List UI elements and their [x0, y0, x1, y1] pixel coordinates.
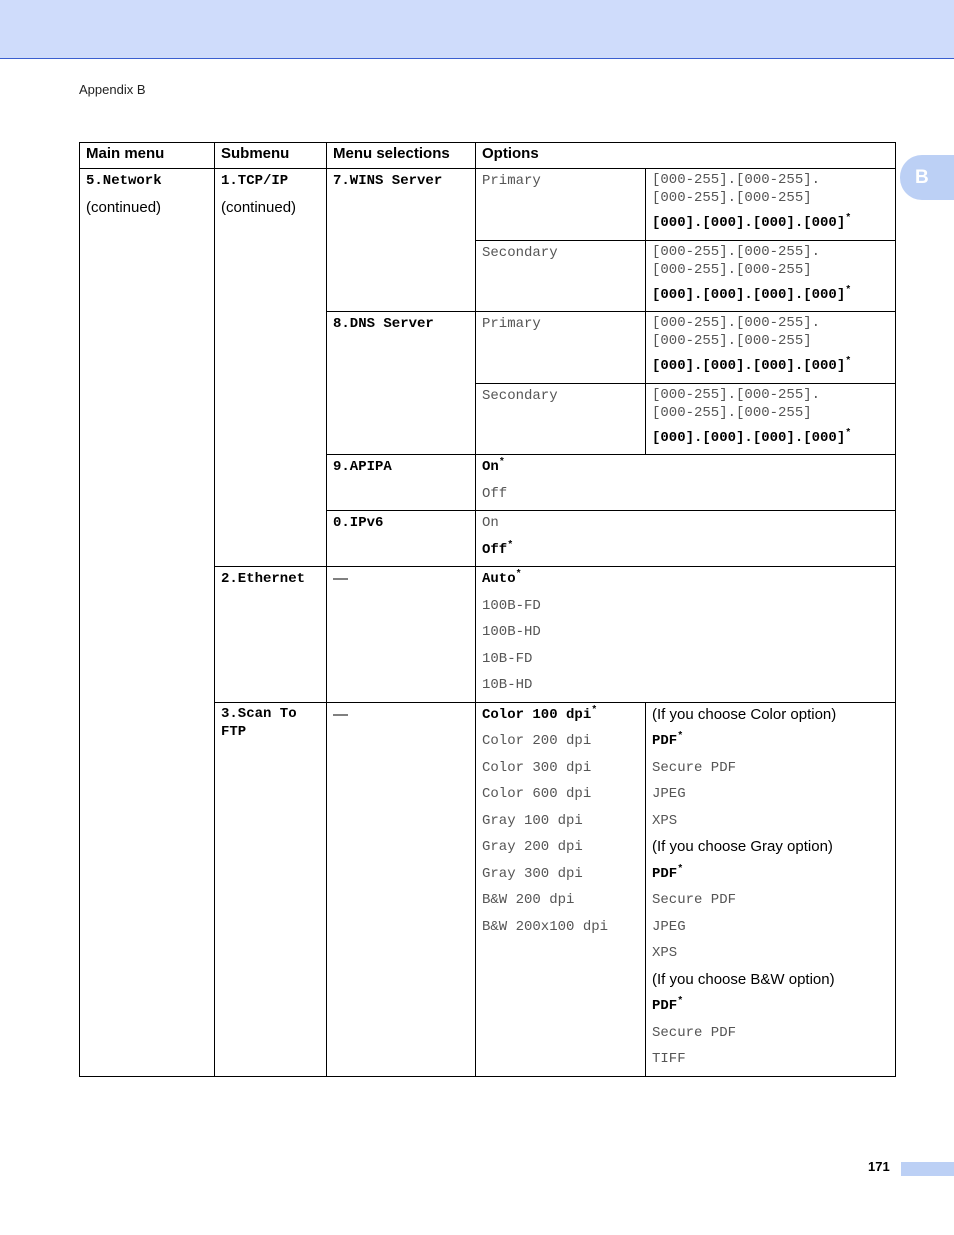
option-cell — [476, 240, 646, 312]
selection-cell — [327, 511, 476, 567]
network-label: 5.Network — [86, 173, 162, 189]
file-type-option: Secure PDF — [652, 1024, 737, 1041]
color-note: (If you choose Color option) — [652, 705, 837, 723]
selection-cell — [327, 702, 476, 1076]
col-options: Options — [476, 143, 896, 169]
option-cell — [476, 511, 896, 567]
ip-default: [000].[000].[000].[000]* — [652, 213, 852, 231]
file-type-option: TIFF — [652, 1051, 686, 1067]
primary-label: Primary — [482, 173, 541, 189]
option-auto-default: Auto* — [482, 569, 522, 587]
resolution-option: Color 600 dpi — [482, 786, 592, 802]
main-menu-cell — [80, 169, 215, 1077]
col-menu-selections: Menu selections — [327, 143, 476, 169]
tcpip-label: 1.TCP/IP — [221, 173, 289, 189]
resolution-option: B&W 200x100 dpi — [482, 918, 609, 935]
col-main-menu: Main menu — [80, 143, 215, 169]
page-number: 171 — [868, 1159, 890, 1174]
pdf-default: PDF* — [652, 863, 684, 882]
ip-range: [000-255].[000-255] — [652, 190, 812, 206]
bw-note: (If you choose B&W option) — [652, 970, 835, 988]
dash: — — [333, 705, 348, 723]
option-off-default: Off* — [482, 539, 514, 558]
option-on: On — [482, 515, 499, 531]
ip-range: [000-255].[000-255] — [652, 333, 812, 349]
option-cell — [476, 383, 646, 455]
selection-cell — [327, 567, 476, 703]
apipa-label: 9.APIPA — [333, 459, 392, 475]
pdf-default: PDF* — [652, 731, 684, 749]
primary-label: Primary — [482, 316, 541, 332]
file-type-option: JPEG — [652, 918, 686, 935]
resolution-option: B&W 200 dpi — [482, 892, 575, 908]
file-type-option: Secure PDF — [652, 759, 737, 776]
option-value-cell — [646, 383, 896, 455]
option-cell — [476, 169, 646, 241]
ethernet-option: 10B-FD — [482, 650, 533, 667]
scan-to-ftp-label: 3.Scan To FTP — [221, 705, 297, 740]
option-cell — [476, 567, 896, 703]
file-type-cell — [646, 702, 896, 1076]
ip-range: [000-255].[000-255]. — [652, 386, 821, 403]
resolution-cell — [476, 702, 646, 1076]
ip-range: [000-255].[000-255] — [652, 261, 812, 278]
ip-range: [000-255].[000-255]. — [652, 315, 821, 331]
selection-cell — [327, 169, 476, 312]
resolution-option: Gray 300 dpi — [482, 865, 583, 882]
ethernet-option: 100B-FD — [482, 597, 541, 614]
ip-default: [000].[000].[000].[000]* — [652, 284, 852, 303]
option-cell — [476, 455, 896, 511]
continued-label: (continued) — [221, 198, 297, 216]
ip-default: [000].[000].[000].[000]* — [652, 427, 852, 446]
appendix-tab: B — [900, 155, 954, 200]
ethernet-option: 10B-HD — [482, 677, 533, 693]
gray-note: (If you choose Gray option) — [652, 838, 833, 855]
submenu-cell — [215, 169, 327, 567]
submenu-cell — [215, 567, 327, 703]
resolution-option: Color 300 dpi — [482, 759, 592, 776]
col-submenu: Submenu — [215, 143, 327, 169]
table-row — [80, 169, 896, 241]
submenu-cell — [215, 702, 327, 1076]
resolution-option: Gray 100 dpi — [482, 812, 583, 829]
dns-label: 8.DNS Server — [333, 316, 434, 332]
option-off: Off — [482, 485, 508, 502]
continued-label: (continued) — [86, 198, 162, 216]
ip-range: [000-255].[000-255]. — [652, 243, 821, 260]
resolution-default: Color 100 dpi* — [482, 704, 598, 723]
option-cell — [476, 312, 646, 384]
ipv6-label: 0.IPv6 — [333, 515, 384, 531]
resolution-option: Gray 200 dpi — [482, 839, 583, 855]
option-value-cell — [646, 312, 896, 384]
header-row — [80, 143, 896, 169]
secondary-label: Secondary — [482, 387, 558, 404]
ip-range: [000-255].[000-255] — [652, 404, 812, 421]
dash: — — [333, 570, 348, 587]
option-on-default: On* — [482, 457, 505, 475]
ethernet-label: 2.Ethernet — [221, 571, 306, 587]
section-label: Appendix B — [79, 82, 146, 97]
ip-default: [000].[000].[000].[000]* — [652, 356, 852, 374]
wins-label: 7.WINS Server — [333, 173, 443, 189]
file-type-option: JPEG — [652, 786, 686, 802]
header-band — [0, 0, 954, 59]
file-type-option: XPS — [652, 945, 678, 961]
pdf-default: PDF* — [652, 996, 684, 1014]
menu-table — [79, 142, 896, 1077]
selection-cell — [327, 455, 476, 511]
ip-range: [000-255].[000-255]. — [652, 172, 821, 188]
option-value-cell — [646, 240, 896, 312]
selection-cell — [327, 312, 476, 455]
ethernet-option: 100B-HD — [482, 624, 541, 640]
file-type-option: Secure PDF — [652, 892, 737, 908]
resolution-option: Color 200 dpi — [482, 733, 592, 749]
page-number-bar — [901, 1162, 954, 1176]
file-type-option: XPS — [652, 812, 678, 829]
option-value-cell — [646, 169, 896, 241]
secondary-label: Secondary — [482, 244, 558, 261]
